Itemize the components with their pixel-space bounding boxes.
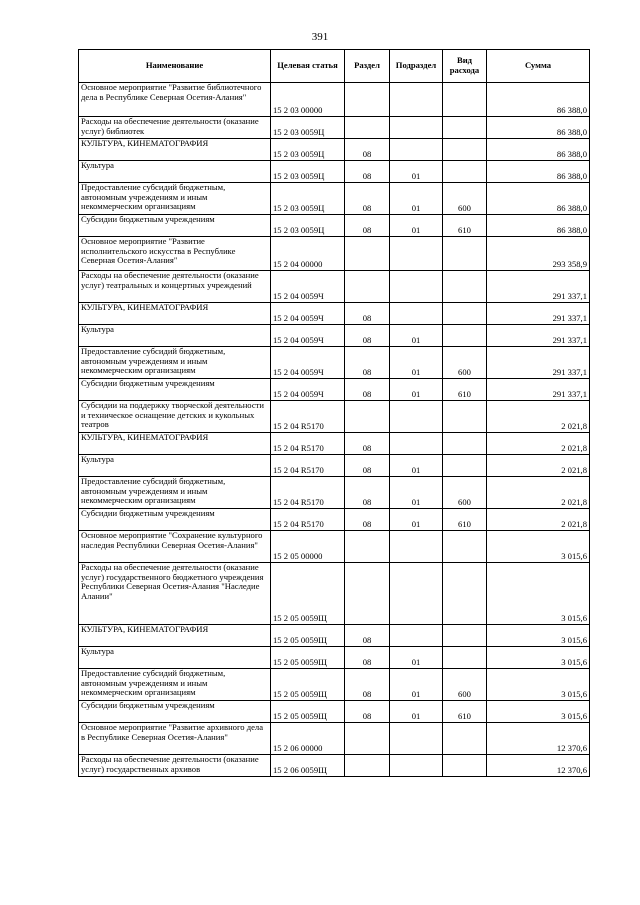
cell-name: КУЛЬТУРА, КИНЕМАТОГРАФИЯ — [79, 625, 271, 647]
cell-name: Культура — [79, 647, 271, 669]
cell-subsection — [390, 83, 443, 117]
cell-name: КУЛЬТУРА, КИНЕМАТОГРАФИЯ — [79, 303, 271, 325]
cell-amount: 2 021,8 — [487, 477, 590, 509]
cell-code: 15 2 05 0059Щ — [271, 625, 345, 647]
cell-amount: 3 015,6 — [487, 531, 590, 563]
cell-subsection — [390, 139, 443, 161]
cell-name: Расходы на обеспечение деятельности (оказание услуг) государственного бюджетного учреждения Республики Северная Осетия-Алания "Наследие Алании" — [79, 563, 271, 625]
table-row — [79, 669, 590, 701]
cell-amount: 86 388,0 — [487, 117, 590, 139]
cell-expense-type — [443, 755, 487, 777]
table-row — [79, 379, 590, 401]
table-row — [79, 271, 590, 303]
cell-code: 15 2 04 R5170 — [271, 509, 345, 531]
table-row — [79, 83, 590, 117]
cell-code: 15 2 04 0059Ч — [271, 303, 345, 325]
cell-amount: 291 337,1 — [487, 271, 590, 303]
cell-code: 15 2 04 0059Ч — [271, 379, 345, 401]
cell-name: Культура — [79, 455, 271, 477]
header-code: Целевая статья — [271, 50, 345, 83]
table-row — [79, 215, 590, 237]
table-row — [79, 303, 590, 325]
cell-expense-type — [443, 271, 487, 303]
cell-section — [345, 117, 390, 139]
cell-code: 15 2 04 R5170 — [271, 477, 345, 509]
cell-amount: 291 337,1 — [487, 303, 590, 325]
cell-code: 15 2 04 0059Ч — [271, 325, 345, 347]
cell-code: 15 2 04 0059Ч — [271, 271, 345, 303]
cell-amount: 86 388,0 — [487, 183, 590, 215]
cell-subsection — [390, 237, 443, 271]
cell-section: 08 — [345, 139, 390, 161]
cell-section — [345, 401, 390, 433]
cell-section: 08 — [345, 303, 390, 325]
cell-amount: 86 388,0 — [487, 139, 590, 161]
cell-section — [345, 563, 390, 625]
cell-subsection — [390, 723, 443, 755]
cell-code: 15 2 03 0059Ц — [271, 161, 345, 183]
table-row — [79, 701, 590, 723]
cell-name: Культура — [79, 161, 271, 183]
cell-section — [345, 237, 390, 271]
cell-name: Предоставление субсидий бюджетным, автономным учреждениям и иным некоммерческим организациям — [79, 347, 271, 379]
cell-code: 15 2 03 0059Ц — [271, 215, 345, 237]
cell-name: Предоставление субсидий бюджетным, автономным учреждениям и иным некоммерческим организациям — [79, 183, 271, 215]
cell-expense-type: 610 — [443, 701, 487, 723]
cell-subsection — [390, 433, 443, 455]
cell-section: 08 — [345, 477, 390, 509]
cell-subsection: 01 — [390, 347, 443, 379]
cell-section: 08 — [345, 161, 390, 183]
cell-subsection — [390, 303, 443, 325]
cell-expense-type: 610 — [443, 379, 487, 401]
cell-expense-type: 600 — [443, 669, 487, 701]
cell-code: 15 2 04 0059Ч — [271, 347, 345, 379]
cell-code: 15 2 06 0059Щ — [271, 755, 345, 777]
cell-code: 15 2 05 0059Щ — [271, 647, 345, 669]
cell-amount: 3 015,6 — [487, 563, 590, 625]
cell-subsection: 01 — [390, 669, 443, 701]
cell-amount: 293 358,9 — [487, 237, 590, 271]
cell-name: Основное мероприятие "Сохранение культурного наследия Республики Северная Осетия-Алания" — [79, 531, 271, 563]
cell-expense-type: 600 — [443, 477, 487, 509]
cell-name: КУЛЬТУРА, КИНЕМАТОГРАФИЯ — [79, 139, 271, 161]
cell-name: Субсидии бюджетным учреждениям — [79, 701, 271, 723]
cell-amount: 3 015,6 — [487, 625, 590, 647]
cell-code: 15 2 05 0059Щ — [271, 701, 345, 723]
cell-name: Субсидии на поддержку творческой деятельности и техническое оснащение детских и кукольных театров — [79, 401, 271, 433]
cell-expense-type — [443, 401, 487, 433]
cell-expense-type — [443, 237, 487, 271]
cell-amount: 12 370,6 — [487, 755, 590, 777]
cell-subsection — [390, 271, 443, 303]
cell-amount: 291 337,1 — [487, 347, 590, 379]
cell-expense-type — [443, 161, 487, 183]
cell-name: Субсидии бюджетным учреждениям — [79, 379, 271, 401]
cell-amount: 2 021,8 — [487, 433, 590, 455]
cell-expense-type: 600 — [443, 183, 487, 215]
cell-section: 08 — [345, 325, 390, 347]
cell-section: 08 — [345, 347, 390, 379]
cell-expense-type — [443, 139, 487, 161]
table-header-row — [79, 50, 590, 83]
cell-expense-type: 600 — [443, 347, 487, 379]
cell-section: 08 — [345, 379, 390, 401]
cell-expense-type — [443, 531, 487, 563]
cell-name: Расходы на обеспечение деятельности (оказание услуг) театральных и концертных учреждений — [79, 271, 271, 303]
table-row — [79, 563, 590, 625]
cell-subsection: 01 — [390, 477, 443, 509]
cell-amount: 2 021,8 — [487, 401, 590, 433]
table-row — [79, 325, 590, 347]
cell-section: 08 — [345, 183, 390, 215]
cell-section — [345, 755, 390, 777]
budget-table — [78, 49, 590, 777]
cell-amount: 86 388,0 — [487, 215, 590, 237]
cell-code: 15 2 03 0059Ц — [271, 139, 345, 161]
table-row — [79, 723, 590, 755]
cell-name: Основное мероприятие "Развитие библиотечного дела в Республике Северная Осетия-Алания" — [79, 83, 271, 117]
table-row — [79, 509, 590, 531]
cell-subsection — [390, 563, 443, 625]
cell-name: Предоставление субсидий бюджетным, автономным учреждениям и иным некоммерческим организациям — [79, 669, 271, 701]
cell-expense-type — [443, 303, 487, 325]
cell-name: Основное мероприятие "Развитие исполнительского искусства в Республике Северная Осетия-Алания" — [79, 237, 271, 271]
cell-expense-type — [443, 433, 487, 455]
cell-section: 08 — [345, 647, 390, 669]
cell-subsection: 01 — [390, 215, 443, 237]
cell-expense-type — [443, 117, 487, 139]
cell-name: Предоставление субсидий бюджетным, автономным учреждениям и иным некоммерческим организациям — [79, 477, 271, 509]
cell-name: Расходы на обеспечение деятельности (оказание услуг) библиотек — [79, 117, 271, 139]
cell-section: 08 — [345, 669, 390, 701]
cell-amount: 86 388,0 — [487, 161, 590, 183]
cell-subsection: 01 — [390, 509, 443, 531]
header-name: Наименование — [79, 50, 271, 83]
cell-amount: 2 021,8 — [487, 509, 590, 531]
table-row — [79, 347, 590, 379]
table-row — [79, 401, 590, 433]
table-row — [79, 455, 590, 477]
table-row — [79, 183, 590, 215]
cell-subsection — [390, 625, 443, 647]
cell-subsection: 01 — [390, 161, 443, 183]
cell-section: 08 — [345, 509, 390, 531]
cell-expense-type — [443, 325, 487, 347]
table-row — [79, 625, 590, 647]
header-amount: Сумма — [487, 50, 590, 83]
cell-section: 08 — [345, 455, 390, 477]
cell-expense-type — [443, 563, 487, 625]
cell-section — [345, 723, 390, 755]
cell-expense-type — [443, 723, 487, 755]
cell-code: 15 2 04 R5170 — [271, 455, 345, 477]
cell-name: Культура — [79, 325, 271, 347]
cell-code: 15 2 03 00000 — [271, 83, 345, 117]
cell-code: 15 2 05 00000 — [271, 531, 345, 563]
table-row — [79, 433, 590, 455]
cell-code: 15 2 04 R5170 — [271, 401, 345, 433]
cell-subsection: 01 — [390, 647, 443, 669]
cell-section — [345, 531, 390, 563]
cell-code: 15 2 04 00000 — [271, 237, 345, 271]
cell-section: 08 — [345, 215, 390, 237]
cell-expense-type — [443, 455, 487, 477]
cell-expense-type — [443, 647, 487, 669]
cell-expense-type: 610 — [443, 509, 487, 531]
cell-expense-type: 610 — [443, 215, 487, 237]
cell-code: 15 2 04 R5170 — [271, 433, 345, 455]
cell-section — [345, 271, 390, 303]
header-expense-type: Вид расхода — [443, 50, 487, 83]
table-row — [79, 755, 590, 777]
cell-name: Субсидии бюджетным учреждениям — [79, 215, 271, 237]
cell-section: 08 — [345, 701, 390, 723]
table-row — [79, 647, 590, 669]
header-section: Раздел — [345, 50, 390, 83]
cell-name: Основное мероприятие "Развитие архивного дела в Республике Северная Осетия-Алания" — [79, 723, 271, 755]
header-subsection: Подраздел — [390, 50, 443, 83]
cell-expense-type — [443, 83, 487, 117]
cell-subsection — [390, 755, 443, 777]
table-row — [79, 161, 590, 183]
cell-amount: 3 015,6 — [487, 669, 590, 701]
cell-subsection — [390, 531, 443, 563]
cell-section: 08 — [345, 433, 390, 455]
cell-name: КУЛЬТУРА, КИНЕМАТОГРАФИЯ — [79, 433, 271, 455]
table-row — [79, 477, 590, 509]
cell-amount: 291 337,1 — [487, 379, 590, 401]
cell-amount: 86 388,0 — [487, 83, 590, 117]
cell-subsection: 01 — [390, 701, 443, 723]
cell-subsection: 01 — [390, 379, 443, 401]
cell-subsection — [390, 117, 443, 139]
cell-code: 15 2 05 0059Щ — [271, 563, 345, 625]
table-body — [79, 83, 590, 777]
cell-subsection: 01 — [390, 325, 443, 347]
cell-section — [345, 83, 390, 117]
page-number: 391 — [311, 31, 329, 43]
cell-amount: 2 021,8 — [487, 455, 590, 477]
cell-subsection: 01 — [390, 455, 443, 477]
table-row — [79, 237, 590, 271]
cell-amount: 3 015,6 — [487, 701, 590, 723]
table-row — [79, 531, 590, 563]
cell-name: Субсидии бюджетным учреждениям — [79, 509, 271, 531]
cell-expense-type — [443, 625, 487, 647]
cell-code: 15 2 03 0059Ц — [271, 117, 345, 139]
cell-code: 15 2 06 00000 — [271, 723, 345, 755]
cell-subsection — [390, 401, 443, 433]
table-row — [79, 117, 590, 139]
cell-amount: 291 337,1 — [487, 325, 590, 347]
table-row — [79, 139, 590, 161]
cell-subsection: 01 — [390, 183, 443, 215]
cell-amount: 3 015,6 — [487, 647, 590, 669]
cell-amount: 12 370,6 — [487, 723, 590, 755]
cell-section: 08 — [345, 625, 390, 647]
cell-code: 15 2 03 0059Ц — [271, 183, 345, 215]
cell-name: Расходы на обеспечение деятельности (оказание услуг) государственных архивов — [79, 755, 271, 777]
cell-code: 15 2 05 0059Щ — [271, 669, 345, 701]
